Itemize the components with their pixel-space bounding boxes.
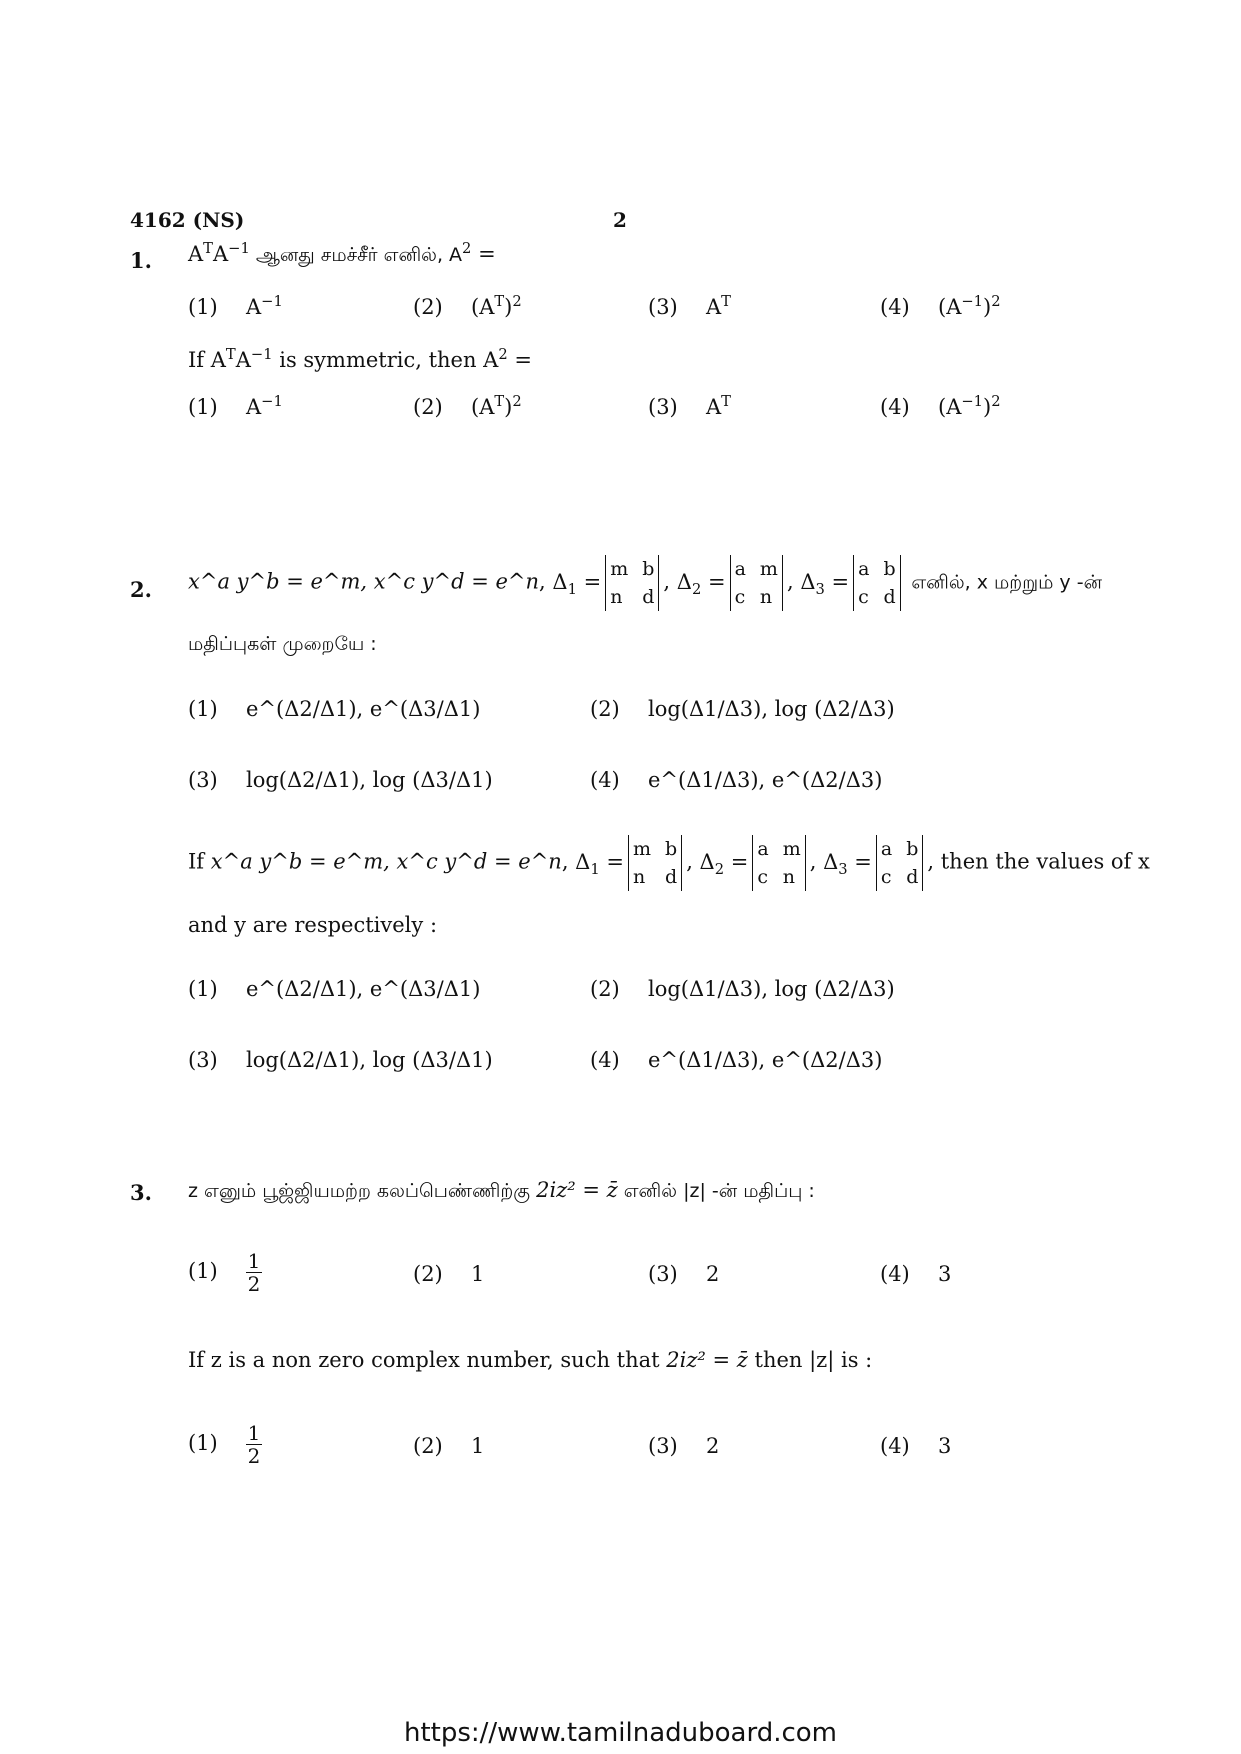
superscript: −1 xyxy=(261,393,283,410)
option-number: (2) xyxy=(590,977,620,1001)
delta-1: $\Delta_1$ = xyxy=(575,849,624,878)
q1-option-2-en xyxy=(413,393,522,419)
option-text: 3 xyxy=(938,1434,952,1458)
option-text: (A xyxy=(471,395,495,419)
superscript: −1 xyxy=(228,240,250,257)
superscript: T xyxy=(721,293,731,310)
det-entry: a xyxy=(734,558,746,580)
determinant-2 xyxy=(752,835,805,891)
det-entry: d xyxy=(883,586,896,608)
option-number: (1) xyxy=(188,1259,218,1283)
option-text: A xyxy=(706,395,722,419)
det-entry: c xyxy=(858,586,869,608)
det-entry: b xyxy=(883,558,896,580)
det-entry: d xyxy=(665,866,678,888)
option-number: (1) xyxy=(188,697,218,721)
tamil-text: ஆனது சமச்சீர் எனில், A xyxy=(249,244,463,266)
q2-option-1 xyxy=(188,697,480,721)
option-number: (4) xyxy=(880,1262,910,1286)
q1-option-2 xyxy=(413,293,522,319)
q1-option-3 xyxy=(648,293,731,319)
q3-option-4-en xyxy=(880,1434,951,1458)
question-number: 1. xyxy=(130,248,152,273)
option-number: (2) xyxy=(413,1262,443,1286)
question-number: 2. xyxy=(130,577,152,602)
option-text: (A xyxy=(938,295,962,319)
footer-url[interactable]: https://www.tamilnaduboard.com xyxy=(403,1718,838,1748)
option-number: (1) xyxy=(188,1431,218,1455)
option-text: log(Δ2/Δ1), log (Δ3/Δ1) xyxy=(246,1048,493,1072)
det-entry: m xyxy=(610,558,629,580)
question-1-tamil xyxy=(188,240,496,269)
option-text: (A xyxy=(471,295,495,319)
det-entry: b xyxy=(642,558,655,580)
det-entry: a xyxy=(880,838,893,860)
option-number: (2) xyxy=(413,395,443,419)
q1-option-4 xyxy=(880,293,1001,319)
q3-option-4 xyxy=(880,1262,951,1286)
question-2-english: If x^a y^b = e^m, x^c y^d = e^n, $\Delta_1$ = m n b d , $\Delta_2$ = a c m n , $\Delta_3$ = a c b d , then the values of x xyxy=(188,835,1150,891)
paper-code: 4162 (NS) xyxy=(130,208,245,232)
q2-option-2-en xyxy=(590,977,895,1001)
superscript: T xyxy=(203,240,213,257)
q1-option-1 xyxy=(188,293,283,319)
det-entry: a xyxy=(757,838,769,860)
option-text: log(Δ1/Δ3), log (Δ2/Δ3) xyxy=(648,977,895,1001)
option-number: (4) xyxy=(590,768,620,792)
option-text: log(Δ2/Δ1), log (Δ3/Δ1) xyxy=(246,768,493,792)
question-3-tamil xyxy=(188,1178,815,1205)
tamil-text: எனில், x மற்றும் y -ன் xyxy=(911,571,1102,594)
option-text: log(Δ1/Δ3), log (Δ2/Δ3) xyxy=(648,697,895,721)
numerator: 1 xyxy=(247,1249,261,1273)
option-text: 3 xyxy=(938,1262,952,1286)
text: is symmetric, then A xyxy=(272,348,499,372)
q2-option-4-en xyxy=(590,1048,882,1072)
question-number: 3. xyxy=(130,1180,152,1205)
option-number: (1) xyxy=(188,395,218,419)
superscript: T xyxy=(225,346,236,363)
det-entry: n xyxy=(782,866,795,888)
option-number: (3) xyxy=(648,395,678,419)
text: , then the values of x xyxy=(927,849,1150,874)
q2-option-1-en xyxy=(188,977,480,1001)
superscript: 2 xyxy=(991,393,1001,410)
determinant-1 xyxy=(628,835,682,891)
option-text: 1 xyxy=(471,1434,485,1458)
superscript: T xyxy=(494,293,505,310)
option-number: (4) xyxy=(590,1048,620,1072)
option-text: e^(Δ1/Δ3), e^(Δ2/Δ3) xyxy=(648,1048,883,1072)
det-entry: d xyxy=(906,866,919,888)
superscript: −1 xyxy=(961,393,984,410)
det-entry: n xyxy=(759,586,773,608)
determinant-1 xyxy=(605,555,659,611)
page-number: 2 xyxy=(613,208,627,232)
option-number: (1) xyxy=(188,977,218,1001)
option-number: (3) xyxy=(648,1434,678,1458)
superscript: 2 xyxy=(512,293,522,310)
option-number: (2) xyxy=(590,697,620,721)
denominator: 2 xyxy=(247,1444,261,1468)
option-text: (A xyxy=(938,395,962,419)
superscript: −1 xyxy=(261,293,283,310)
option-text: ) xyxy=(504,395,513,419)
text: If A xyxy=(188,348,226,372)
fraction-one-half xyxy=(246,1422,262,1467)
equation: x^a y^b = e^m, x^c y^d = e^n xyxy=(210,849,562,874)
question-3-english xyxy=(188,1348,872,1372)
tamil-text: எனில் |z| -ன் மதிப்பு : xyxy=(617,1180,815,1202)
option-text: ) xyxy=(983,295,992,319)
equation: 2iz² = z̄ xyxy=(666,1348,748,1372)
option-text: A xyxy=(246,395,262,419)
option-text: A xyxy=(246,295,262,319)
q3-option-1-en xyxy=(188,1422,262,1467)
equals: = xyxy=(471,242,496,266)
delta-2: $\Delta_2$ = xyxy=(699,849,749,878)
superscript: −1 xyxy=(250,346,273,363)
q1-option-4-en xyxy=(880,393,1001,419)
det-entry: n xyxy=(632,866,646,888)
q3-option-3 xyxy=(648,1262,719,1286)
q2-option-2 xyxy=(590,697,895,721)
determinant-2 xyxy=(730,555,783,611)
det-entry: m xyxy=(632,838,652,860)
option-number: (3) xyxy=(188,1048,218,1072)
option-number: (3) xyxy=(648,295,678,319)
option-text: e^(Δ1/Δ3), e^(Δ2/Δ3) xyxy=(648,768,883,792)
det-entry: m xyxy=(759,558,778,580)
option-number: (1) xyxy=(188,295,218,319)
tamil-text: z எனும் பூஜ்ஜியமற்ற கலப்பெண்ணிற்கு xyxy=(188,1180,537,1202)
option-text: e^(Δ2/Δ1), e^(Δ3/Δ1) xyxy=(246,697,481,721)
det-entry: c xyxy=(880,866,892,888)
matrix-a: A xyxy=(212,242,229,266)
q1-option-1-en xyxy=(188,393,283,419)
option-number: (3) xyxy=(648,1262,678,1286)
delta-2: $\Delta_2$ = xyxy=(676,569,726,598)
superscript: −1 xyxy=(961,293,984,310)
determinant-3 xyxy=(876,835,924,891)
superscript: T xyxy=(721,393,731,410)
det-entry: c xyxy=(734,586,746,608)
matrix-a: A xyxy=(235,348,251,372)
question-2-tamil: x^a y^b = e^m, x^c y^d = e^n, $\Delta_1$ = m n b d , $\Delta_2$ = a c m n , $\Delta_3$ = a c b d எனில், x மற்றும் y -ன் xyxy=(188,555,1102,611)
text: If xyxy=(188,849,205,874)
superscript: 2 xyxy=(512,393,522,410)
det-entry: b xyxy=(665,838,678,860)
delta-3: $\Delta_3$ = xyxy=(823,849,872,878)
denominator: 2 xyxy=(247,1272,261,1296)
superscript: 2 xyxy=(462,240,472,257)
matrix-a: A xyxy=(188,242,204,266)
numerator: 1 xyxy=(247,1421,261,1445)
option-number: (3) xyxy=(188,768,218,792)
option-text: 2 xyxy=(706,1262,720,1286)
option-number: (4) xyxy=(880,295,910,319)
fraction-one-half xyxy=(246,1250,262,1295)
q3-option-2-en xyxy=(413,1434,484,1458)
superscript: T xyxy=(494,393,505,410)
q2-option-4 xyxy=(590,768,882,792)
q2-option-3-en xyxy=(188,1048,493,1072)
option-text: ) xyxy=(504,295,513,319)
q2-option-3 xyxy=(188,768,493,792)
question-1-english xyxy=(188,346,532,372)
option-text: ) xyxy=(983,395,992,419)
superscript: 2 xyxy=(991,293,1001,310)
option-text: 2 xyxy=(706,1434,720,1458)
question-2-tamil-line2: மதிப்புகள் முறையே : xyxy=(188,633,377,655)
option-text: 1 xyxy=(471,1262,485,1286)
q3-option-3-en xyxy=(648,1434,719,1458)
det-entry: n xyxy=(610,586,623,608)
det-entry: c xyxy=(757,866,769,888)
det-entry: m xyxy=(782,838,801,860)
text: then |z| is : xyxy=(747,1348,873,1372)
det-entry: d xyxy=(642,586,655,608)
delta-3: $\Delta_3$ = xyxy=(800,569,850,598)
option-number: (4) xyxy=(880,1434,910,1458)
option-number: (4) xyxy=(880,395,910,419)
q3-option-2 xyxy=(413,1262,484,1286)
question-2-english-line2: and y are respectively : xyxy=(188,913,438,937)
option-number: (2) xyxy=(413,295,443,319)
superscript: 2 xyxy=(498,346,508,363)
q3-option-1 xyxy=(188,1250,262,1295)
option-text: A xyxy=(706,295,722,319)
equals: = xyxy=(507,348,532,372)
det-entry: b xyxy=(906,838,919,860)
equation: 2iz² = z̄ xyxy=(536,1178,618,1202)
text: If z is a non zero complex number, such that xyxy=(188,1348,667,1372)
option-text: e^(Δ2/Δ1), e^(Δ3/Δ1) xyxy=(246,977,481,1001)
q1-option-3-en xyxy=(648,393,731,419)
det-entry: a xyxy=(858,558,870,580)
option-number: (2) xyxy=(413,1434,443,1458)
equation: x^a y^b = e^m, x^c y^d = e^n xyxy=(188,569,540,594)
determinant-3 xyxy=(853,555,901,611)
delta-1: $\Delta_1$ = xyxy=(552,569,602,598)
